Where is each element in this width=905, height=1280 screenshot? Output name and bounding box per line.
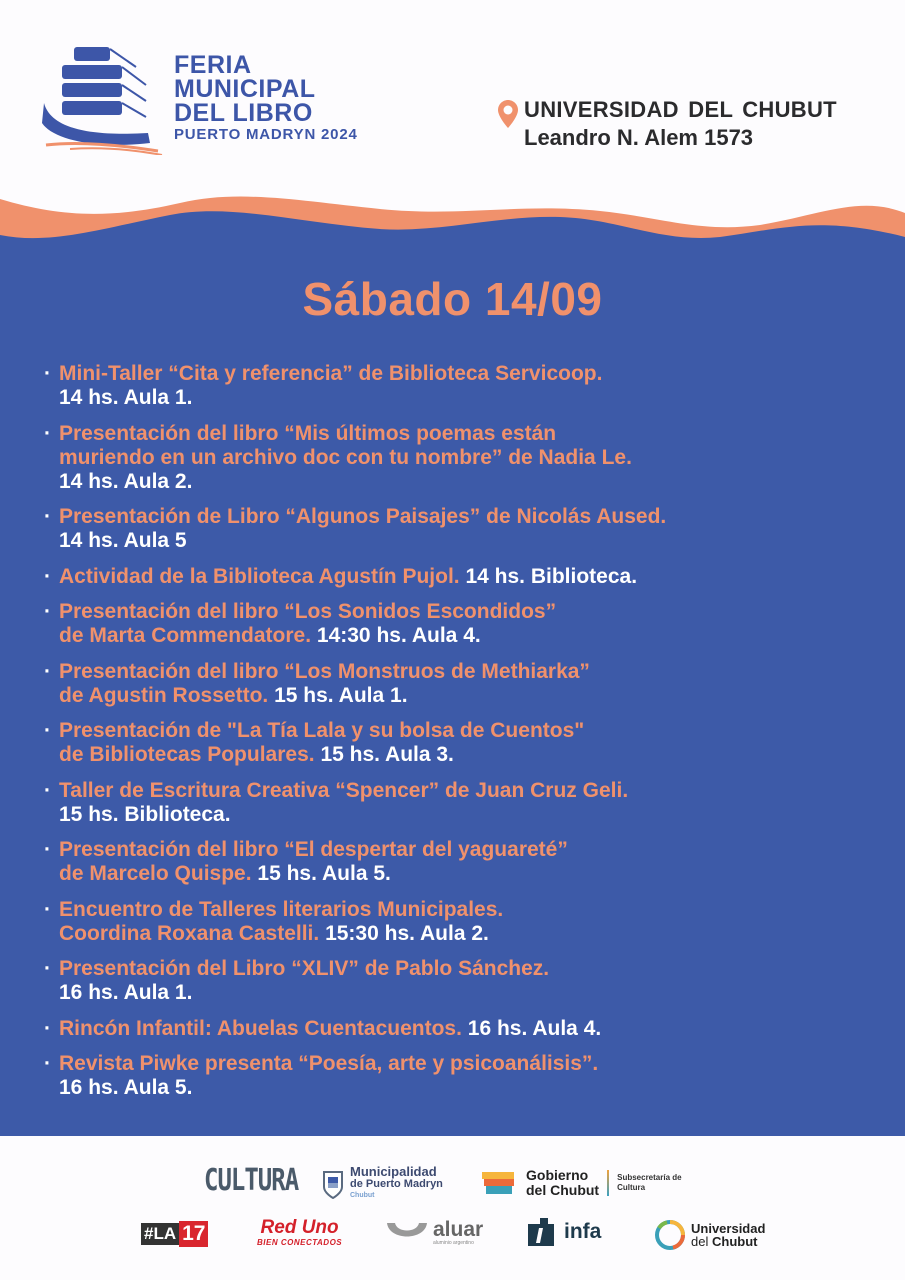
logo-aluar (385, 1220, 483, 1246)
bullet: · (44, 505, 51, 528)
bullet: · (44, 600, 51, 623)
aluar-wordmark: aluar (433, 1218, 484, 1241)
event-title: Presentación del libro “Mis últimos poemas están (59, 421, 557, 445)
event-title: Encuentro de Talleres literarios Municipales. (59, 897, 504, 921)
infa-mark-icon (528, 1218, 554, 1246)
event-item (44, 779, 874, 827)
event-title: Presentación del libro “Los Monstruos de Methiarka” (59, 659, 590, 683)
bullet: · (44, 778, 51, 802)
event-time-room: 15 hs. Biblioteca. (59, 802, 231, 826)
logo-la17 (141, 1221, 208, 1247)
divider (607, 1170, 609, 1196)
event-time-room: 15 hs. Aula 3. (320, 743, 454, 766)
logo-text (174, 53, 358, 144)
event-list (44, 362, 874, 1112)
logo-universidad-chubut (653, 1218, 765, 1252)
logo-line-municipal: MUNICIPAL (174, 75, 316, 103)
event-title-cont: de Agustin Rossetto. (59, 683, 269, 707)
la17-hash: #LA (141, 1223, 179, 1245)
event-item (44, 838, 874, 886)
chubut-map-icon (482, 1170, 518, 1196)
event-time-room: 14:30 hs. Aula 4. (316, 624, 481, 647)
event-time-room: 16 hs. Aula 4. (467, 1016, 602, 1040)
logo-gobierno-chubut (482, 1168, 682, 1198)
event-time-room: 14 hs. Biblioteca. (465, 564, 638, 588)
logo-line-del-libro: DEL LIBRO (174, 99, 313, 127)
reduno-wordmark: Red Uno (260, 1217, 339, 1238)
event-title: Revista Piwke presenta “Poesía, arte y psicoanálisis”. (59, 1052, 599, 1075)
sponsors-footer (0, 1136, 905, 1280)
event-item (44, 1052, 874, 1100)
event-title: Rincón Infantil: Abuelas Cuentacuentos. (59, 1016, 462, 1040)
book-ship-icon (40, 45, 165, 155)
cultura-wordmark: CULTURA (204, 1162, 299, 1198)
event-time-room: 16 hs. Aula 1. (59, 981, 193, 1004)
event-time-room: 14 hs. Aula 1. (59, 386, 193, 409)
gobierno-line2: del Chubut (526, 1182, 600, 1198)
poster-header (0, 0, 905, 200)
bullet: · (44, 957, 51, 980)
bullet: · (44, 1052, 51, 1075)
reduno-tagline: BIEN CONECTADOS (257, 1238, 343, 1247)
universidad-line2-thin: del (691, 1234, 709, 1249)
bullet: · (44, 1016, 51, 1040)
event-title-cont: muriendo en un archivo doc con tu nombre” de Nadia Le. (59, 445, 632, 469)
event-item (44, 957, 874, 1005)
universidad-line2-bold: Chubut (711, 1234, 758, 1249)
event-title: Presentación del libro “El despertar del yaguareté” (59, 838, 568, 861)
event-title-cont: de Marta Commendatore. (59, 624, 312, 647)
logo-municipalidad (322, 1166, 443, 1202)
event-title: Presentación de "La Tía Lala y su bolsa de Cuentos" (59, 719, 585, 742)
event-title: Presentación del Libro “XLIV” de Pablo Sánchez. (59, 957, 550, 980)
event-item (44, 362, 874, 410)
logo-line-city-year: PUERTO MADRYN 2024 (174, 126, 358, 143)
event-title-cont: de Marcelo Quispe. (59, 862, 252, 885)
infa-wordmark: infa (564, 1220, 602, 1243)
venue-address: Leandro N. Alem 1573 (524, 125, 754, 150)
event-item (44, 1017, 874, 1041)
event-title-cont: Coordina Roxana Castelli. (59, 921, 320, 945)
event-time-room: 14 hs. Aula 2. (59, 469, 193, 493)
event-item (44, 898, 874, 946)
municipalidad-line3: Chubut (350, 1192, 375, 1199)
bullet: · (44, 659, 51, 683)
municipalidad-line2: de Puerto Madryn (350, 1178, 443, 1190)
feria-logo (40, 45, 380, 155)
event-time-room: 15 hs. Aula 5. (257, 862, 391, 885)
event-item (44, 719, 874, 767)
event-title-cont: de Bibliotecas Populares. (59, 743, 315, 766)
subsecretaria-line2: Cultura (617, 1183, 646, 1192)
event-title: Taller de Escritura Creativa “Spencer” de Juan Cruz Geli. (59, 778, 629, 802)
event-item (44, 422, 874, 494)
bullet: · (44, 362, 51, 385)
event-title: Presentación de Libro “Algunos Paisajes” de Nicolás Aused. (59, 505, 667, 528)
location-pin-icon (498, 100, 518, 128)
schedule-panel (0, 245, 905, 1136)
event-time-room: 16 hs. Aula 5. (59, 1076, 193, 1099)
aluar-tagline: aluminio argentino (433, 1240, 474, 1246)
universidad-line1: Universidad (691, 1221, 766, 1236)
la17-number: 17 (179, 1221, 208, 1247)
logo-line-feria: FERIA (174, 51, 252, 79)
event-item (44, 505, 874, 553)
universidad-ring-icon (653, 1218, 687, 1252)
event-item (44, 600, 874, 648)
municipalidad-line1: Municipalidad (350, 1164, 437, 1179)
event-title: Actividad de la Biblioteca Agustín Pujol. (59, 564, 460, 588)
day-title: Sábado 14/09 (302, 273, 603, 325)
logo-cultura (204, 1163, 298, 1198)
gobierno-line1: Gobierno (526, 1167, 589, 1183)
event-item (44, 660, 874, 708)
subsecretaria-line1: Subsecretaría de (617, 1173, 682, 1182)
bullet: · (44, 719, 51, 742)
bullet: · (44, 564, 51, 588)
bullet: · (44, 838, 51, 861)
event-time-room: 14 hs. Aula 5 (59, 529, 187, 552)
logo-red-uno (257, 1218, 342, 1247)
aluar-mark-icon (385, 1221, 429, 1245)
event-title: Mini-Taller “Cita y referencia” de Biblioteca Servicoop. (59, 362, 603, 385)
event-title: Presentación del libro “Los Sonidos Escondidos” (59, 600, 557, 623)
bullet: · (44, 897, 51, 921)
event-item (44, 565, 874, 589)
event-time-room: 15:30 hs. Aula 2. (325, 921, 489, 945)
municipal-shield-icon (322, 1169, 344, 1199)
venue-name: UNIVERSIDAD DEL CHUBUT (524, 97, 837, 122)
bullet: · (44, 421, 51, 445)
event-time-room: 15 hs. Aula 1. (274, 683, 408, 707)
logo-infa (528, 1218, 601, 1246)
